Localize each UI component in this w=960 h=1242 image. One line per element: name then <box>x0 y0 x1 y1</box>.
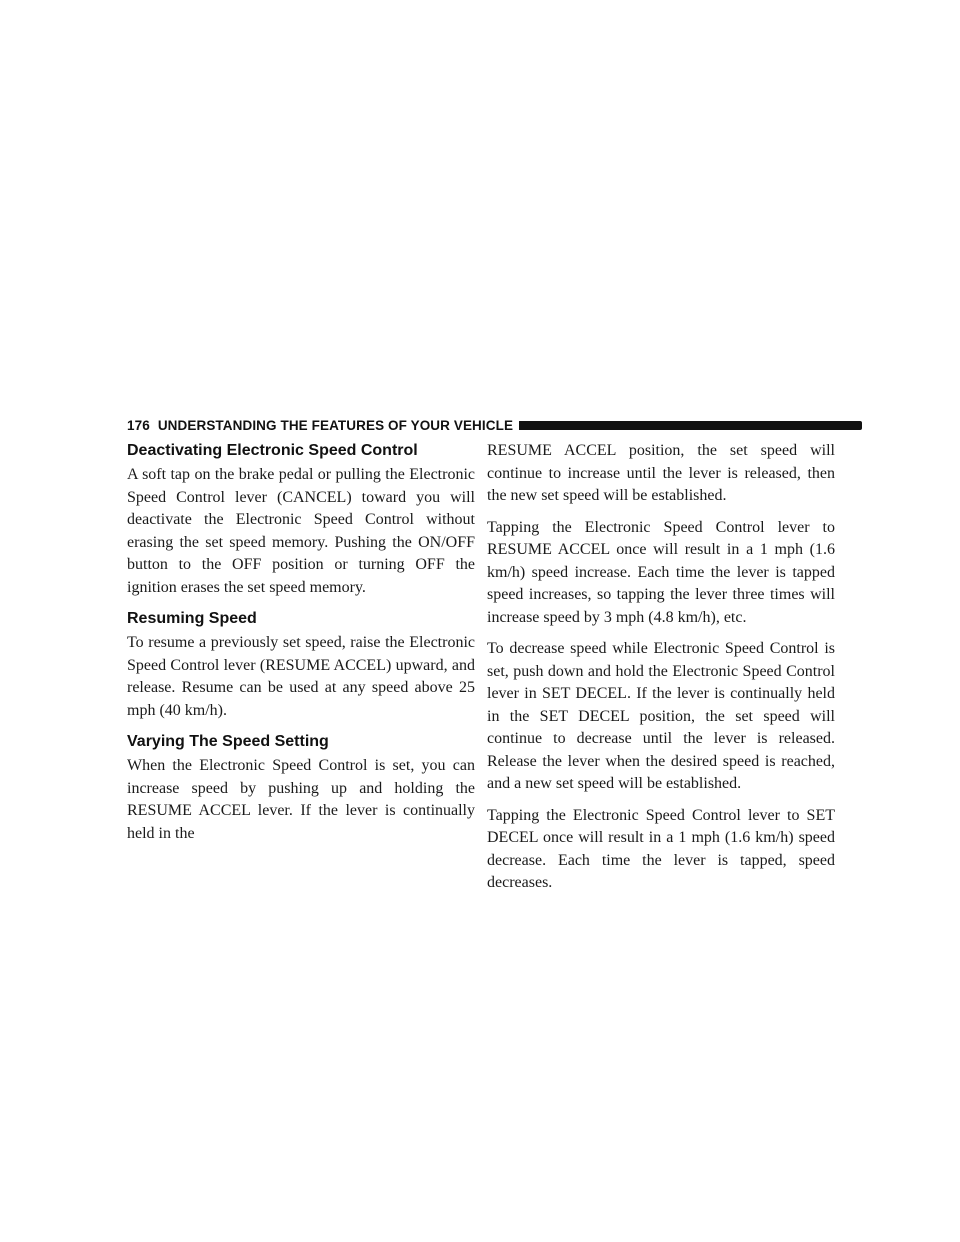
running-title: UNDERSTANDING THE FEATURES OF YOUR VEHICLE <box>157 417 514 433</box>
paragraph-resume-accel: RESUME ACCEL position, the set speed will continue to increase until the lever is released, then the new set speed will be established. <box>487 442 835 504</box>
page-number: 176 <box>127 417 150 433</box>
header-rule <box>519 421 862 430</box>
page-header <box>127 417 862 433</box>
paragraph-tap-increase: Tapping the Electronic Speed Control lever to RESUME ACCEL once will result in a 1 mph (1.6 km/h) speed increase. Each time the lever is tapped speed increases, so tapping the lever three times will increase speed by 3 mph (4.8 km/h), etc. <box>487 518 835 626</box>
paragraph-decrease: To decrease speed while Electronic Speed Control is set, push down and hold the Electronic Speed Control lever in SET DECEL. If the lever is continually held in the SET DECEL position, the set speed will continue to decrease until the lever is released. Release the lever when the desired speed is reached, and a new set speed will be established. <box>487 640 835 792</box>
heading-deactivating: Deactivating Electronic Speed Control <box>127 442 418 459</box>
right-column <box>487 440 835 904</box>
paragraph-resuming: To resume a previously set speed, raise the Electronic Speed Control lever (RESUME ACCEL) upward, and release. Resume can be used at any speed above 25 mph (40 km/h). <box>127 634 475 719</box>
paragraph-varying: When the Electronic Speed Control is set, you can increase speed by pushing up and holding the RESUME ACCEL lever. If the lever is continually held in the <box>127 757 475 842</box>
heading-resuming: Resuming Speed <box>127 610 257 627</box>
heading-varying: Varying The Speed Setting <box>127 733 329 750</box>
paragraph-deactivating: A soft tap on the brake pedal or pulling the Electronic Speed Control lever (CANCEL) toward you will deactivate the Electronic Speed Control without erasing the set speed memory. Pushing the ON/OFF button to the OFF position or turning OFF the ignition erases the set speed memory. <box>127 466 475 596</box>
paragraph-tap-decrease: Tapping the Electronic Speed Control lever to SET DECEL once will result in a 1 mph (1.6 km/h) speed decrease. Each time the lever is tapped, speed decreases. <box>487 806 835 891</box>
left-column <box>127 440 475 854</box>
